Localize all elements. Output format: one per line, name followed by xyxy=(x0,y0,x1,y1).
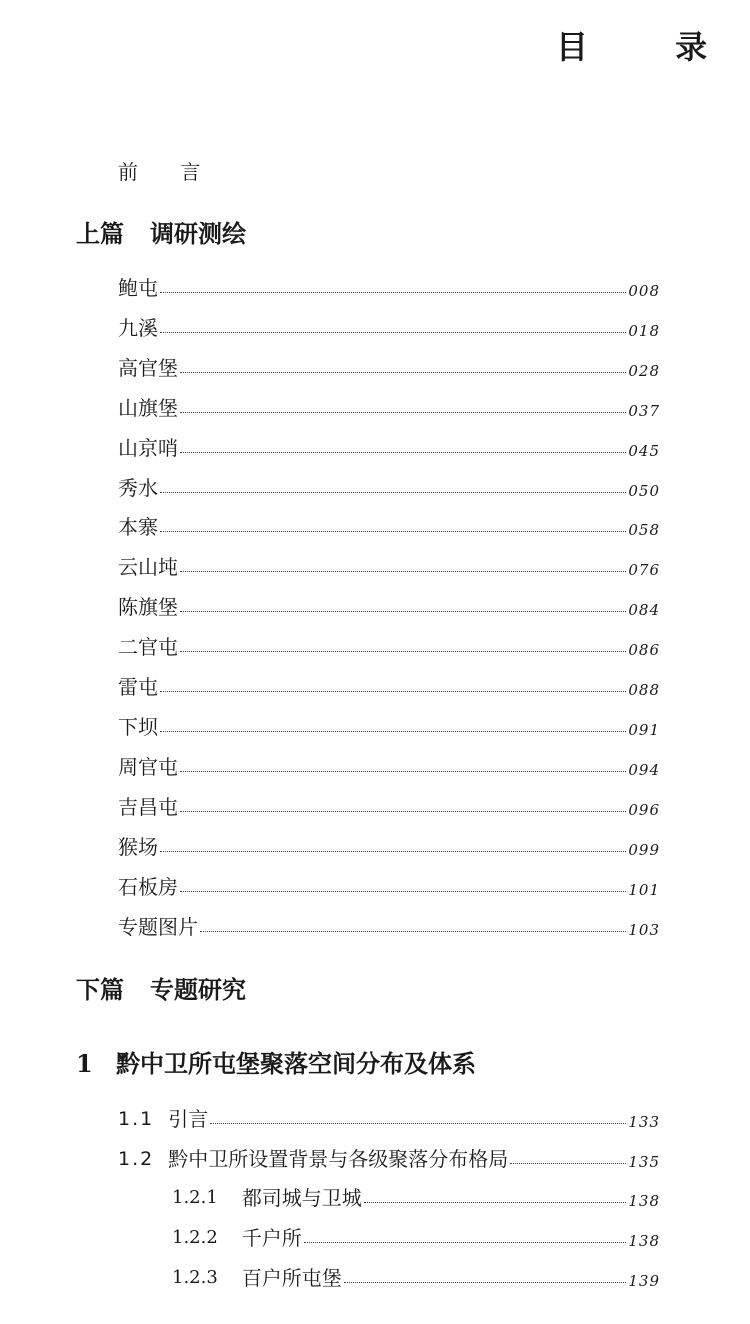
toc-entry[interactable] xyxy=(118,631,660,661)
subsection-number: 1.2.2 xyxy=(172,1227,218,1248)
toc-entry-page: 045 xyxy=(628,442,660,460)
toc-entry-label: 山旗堡 xyxy=(118,396,178,420)
dot-leader xyxy=(160,690,626,692)
dot-leader xyxy=(210,1122,626,1124)
toc-entry[interactable] xyxy=(118,551,660,581)
toc-entry-label: 石板房 xyxy=(118,875,178,899)
toc-preface[interactable]: 前 言 xyxy=(118,160,219,184)
dot-leader xyxy=(180,570,626,572)
dot-leader xyxy=(180,371,626,373)
toc-entry-page: 099 xyxy=(628,841,660,859)
subsection-page: 139 xyxy=(628,1272,660,1290)
toc-entry[interactable] xyxy=(118,911,660,941)
toc-entry[interactable] xyxy=(118,511,660,541)
toc-entry-page: 050 xyxy=(628,482,660,500)
toc-entry-page: 037 xyxy=(628,402,660,420)
section-number: 1.2 xyxy=(118,1148,155,1170)
toc-entry-label: 本寨 xyxy=(118,515,158,539)
subsection-page: 138 xyxy=(628,1192,660,1210)
dot-leader xyxy=(160,291,626,293)
toc-entry[interactable] xyxy=(118,671,660,701)
toc-subsection[interactable] xyxy=(172,1222,660,1252)
dot-leader xyxy=(180,810,626,812)
toc-entry-page: 008 xyxy=(628,282,660,300)
toc-entry-label: 秀水 xyxy=(118,476,158,500)
part-title: 调研测绘 xyxy=(150,219,246,248)
dot-leader xyxy=(304,1241,627,1243)
toc-entry[interactable] xyxy=(118,871,660,901)
toc-entry-label: 下坝 xyxy=(118,715,158,739)
part-label: 下篇 xyxy=(76,975,124,1004)
section-label: 引言 xyxy=(168,1107,209,1131)
toc-entry-label: 雷屯 xyxy=(118,675,158,699)
toc-entry-label: 高官堡 xyxy=(118,356,178,380)
toc-entry-label: 九溪 xyxy=(118,316,158,340)
toc-entry[interactable] xyxy=(118,432,660,462)
toc-entry-page: 091 xyxy=(628,721,660,739)
subsection-number: 1.2.1 xyxy=(172,1187,218,1208)
dot-leader xyxy=(180,411,626,413)
toc-entry-page: 094 xyxy=(628,761,660,779)
section-label: 黔中卫所设置背景与各级聚落分布格局 xyxy=(168,1147,509,1171)
chapter-number: 1 xyxy=(76,1049,93,1078)
page-title: 目 录 xyxy=(556,28,746,66)
subsection-label: 都司城与卫城 xyxy=(241,1186,362,1210)
toc-subsection[interactable] xyxy=(172,1262,660,1292)
section-number: 1.1 xyxy=(118,1108,155,1130)
toc-entry[interactable] xyxy=(118,711,660,741)
toc-entry-page: 086 xyxy=(628,641,660,659)
toc-entry-label: 吉昌屯 xyxy=(118,795,178,819)
dot-leader xyxy=(200,930,626,932)
part-title: 专题研究 xyxy=(150,975,246,1004)
toc-entry-page: 076 xyxy=(628,561,660,579)
dot-leader xyxy=(180,770,626,772)
dot-leader xyxy=(160,331,626,333)
toc-entry[interactable] xyxy=(118,831,660,861)
dot-leader xyxy=(180,610,626,612)
toc-entry-label: 云山坉 xyxy=(118,555,178,579)
toc-entry[interactable] xyxy=(118,392,660,422)
toc-entry-page: 028 xyxy=(628,362,660,380)
dot-leader xyxy=(180,890,626,892)
toc-entry[interactable] xyxy=(118,751,660,781)
dot-leader xyxy=(160,850,626,852)
dot-leader xyxy=(160,730,626,732)
toc-entry[interactable] xyxy=(118,352,660,382)
dot-leader xyxy=(180,451,626,453)
toc-entry-label: 二官屯 xyxy=(118,635,178,659)
chapter-title: 黔中卫所屯堡聚落空间分布及体系 xyxy=(116,1049,476,1078)
toc-section[interactable] xyxy=(118,1143,660,1173)
dot-leader xyxy=(344,1281,627,1283)
part-label: 上篇 xyxy=(76,219,124,248)
toc-entry[interactable] xyxy=(118,591,660,621)
dot-leader xyxy=(180,650,626,652)
toc-entry-label: 鲍屯 xyxy=(118,276,158,300)
part-heading-2 xyxy=(76,970,246,1005)
toc-entry[interactable] xyxy=(118,472,660,502)
dot-leader xyxy=(160,491,626,493)
toc-entry-page: 096 xyxy=(628,801,660,819)
toc-entry-page: 088 xyxy=(628,681,660,699)
toc-entry-page: 101 xyxy=(628,881,660,899)
toc-entry[interactable] xyxy=(118,791,660,821)
toc-entry[interactable] xyxy=(118,272,660,302)
subsection-number: 1.2.3 xyxy=(172,1267,218,1288)
toc-entry-label: 陈旗堡 xyxy=(118,595,178,619)
toc-subsection[interactable] xyxy=(172,1182,660,1212)
dot-leader xyxy=(160,530,626,532)
toc-entry-page: 084 xyxy=(628,601,660,619)
part-heading-1 xyxy=(76,214,246,249)
section-page: 133 xyxy=(628,1113,660,1131)
toc-entry-label: 专题图片 xyxy=(118,915,198,939)
toc-entry-label: 周官屯 xyxy=(118,755,178,779)
dot-leader xyxy=(364,1201,627,1203)
toc-entry-page: 018 xyxy=(628,322,660,340)
toc-entry-page: 103 xyxy=(628,921,660,939)
subsection-page: 138 xyxy=(628,1232,660,1250)
toc-entry-page: 058 xyxy=(628,521,660,539)
subsection-label: 千户所 xyxy=(241,1226,302,1250)
chapter-heading-1[interactable] xyxy=(76,1044,476,1079)
toc-entry-label: 山京哨 xyxy=(118,436,178,460)
section-page: 135 xyxy=(628,1153,660,1171)
toc-section[interactable] xyxy=(118,1103,660,1133)
toc-entry-label: 猴场 xyxy=(118,835,158,859)
dot-leader xyxy=(510,1162,626,1164)
toc-entry[interactable] xyxy=(118,312,660,342)
subsection-label: 百户所屯堡 xyxy=(241,1266,342,1290)
